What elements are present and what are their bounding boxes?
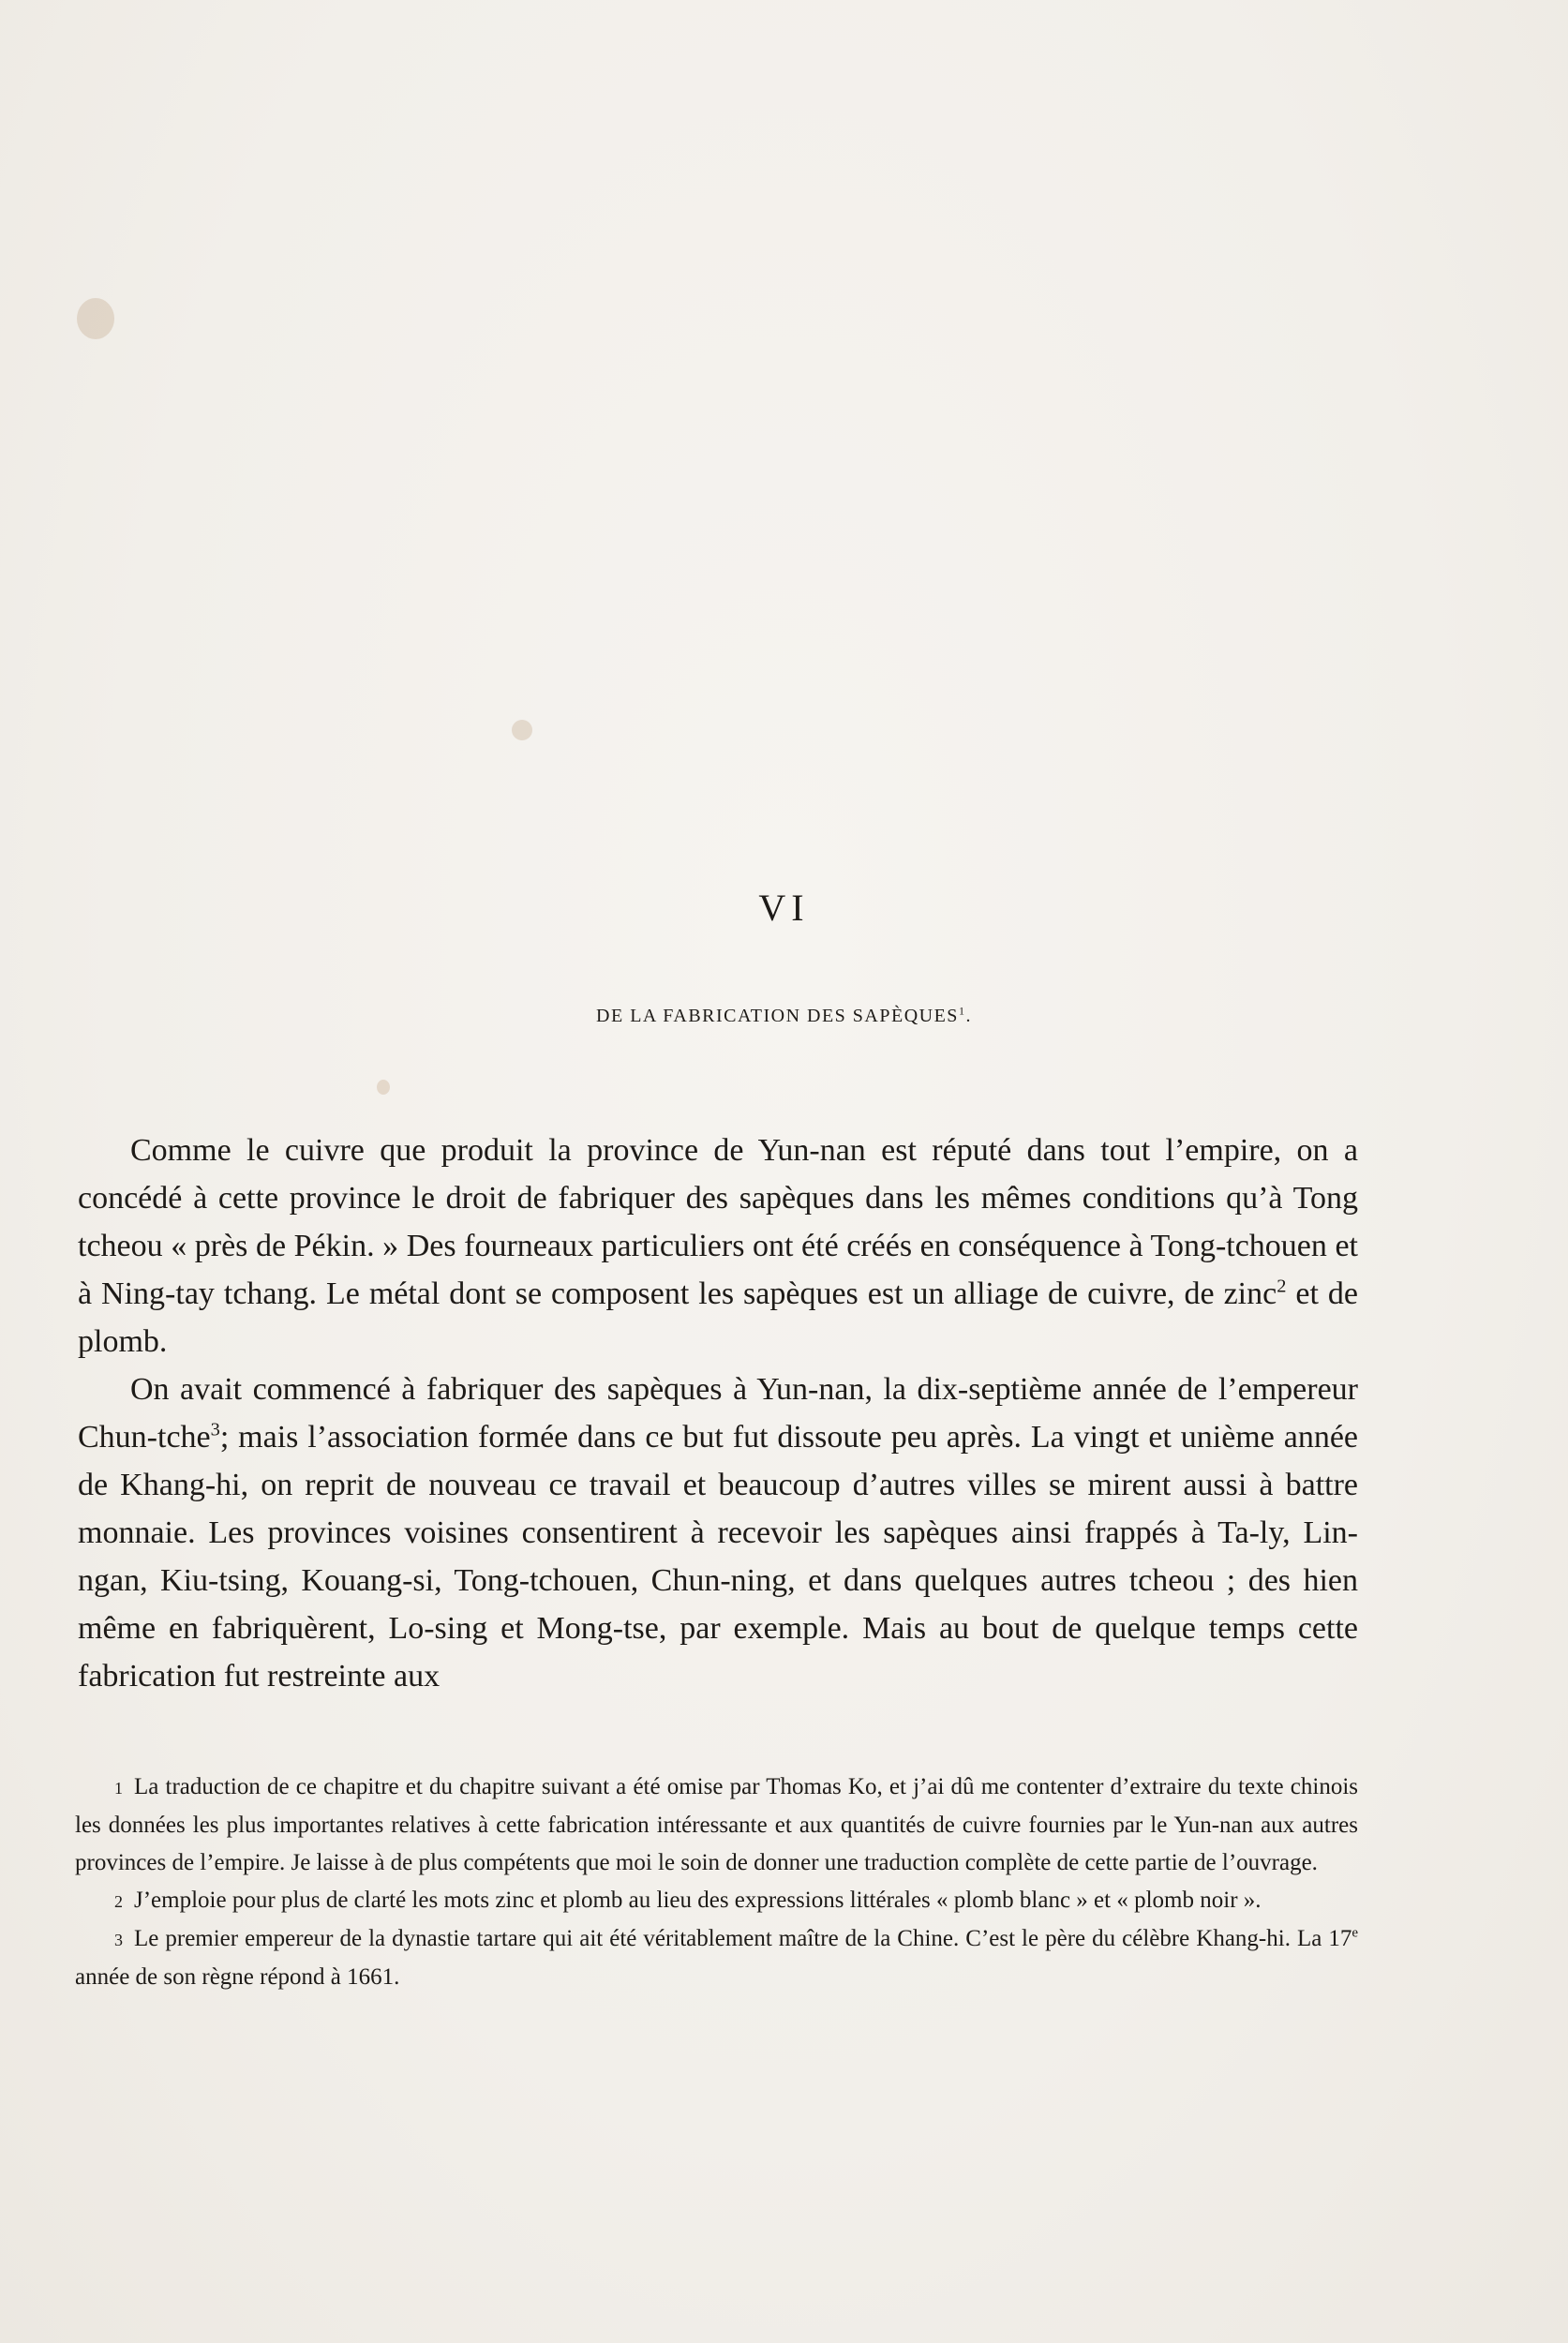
footnote-2 — [75, 1882, 1358, 1920]
footnote-1 — [75, 1768, 1358, 1882]
paragraph-2 — [78, 1366, 1358, 1700]
footnote-3-superscript: e — [1351, 1925, 1358, 1941]
footnote-3-number: 3 — [114, 1931, 123, 1949]
paper-stain — [512, 720, 532, 740]
paragraph-2-text-a: On avait commencé à fabriquer des sapèques à Yun-nan, la dix-septième année de l’empereur Chun-tche — [78, 1372, 1358, 1455]
footnotes — [75, 1768, 1358, 1996]
chapter-title-text: DE LA FABRICATION DES SAPÈQUES — [596, 1006, 959, 1026]
footnote-1-text: La traduction de ce chapitre et du chapitre suivant a été omise par Thomas Ko, et j’ai dû me contenter d’extraire du texte chinois les données les plus importantes relatives à cette fabrication intéressante et aux quantités de cuivre fournies par le Yun-nan aux autres provinces de l’empire. Je laisse à de plus compétents que moi le soin de donner une traduction complète de cette partie de l’ouvrage. — [75, 1774, 1358, 1875]
body-text — [78, 1127, 1358, 1700]
footnote-3-text-b: année de son règne répond à 1661. — [75, 1964, 400, 1990]
footnote-2-number: 2 — [114, 1892, 123, 1911]
footnote-3-text-a: Le premier empereur de la dynastie tartare qui ait été véritablement maître de la Chine. C’est le père du célèbre Khang-hi. La 17 — [134, 1926, 1352, 1951]
paragraph-1-end: et de plomb. — [78, 1276, 1358, 1359]
chapter-title-end: . — [965, 1006, 972, 1026]
footnote-ref-2: 2 — [1277, 1276, 1287, 1297]
footnote-2-text: J’emploie pour plus de clarté les mots zinc et plomb au lieu des expressions littérales « plomb blanc » et « plomb noir ». — [134, 1888, 1262, 1913]
footnote-1-number: 1 — [114, 1779, 123, 1798]
footnote-ref-1: 1 — [958, 1004, 966, 1018]
paper-stain — [77, 298, 114, 339]
chapter-number: VI — [758, 886, 810, 929]
footnote-3 — [75, 1920, 1358, 1996]
paper-stain — [377, 1080, 390, 1095]
footnote-ref-3: 3 — [210, 1419, 220, 1440]
paragraph-2-text-b: ; mais l’association formée dans ce but fut dissoute peu après. La vingt et unième année de Khang-hi, on reprit de nouveau ce travail et beaucoup d’autres villes se mirent aussi à battre monnaie. Les provinces voisines consentirent à recevoir les sapèques ainsi frappés à Ta-ly, Lin-ngan, Kiu-tsing, Kouang-si, Tong-tchouen, Chun-ning, et dans quelques autres tcheou ; des hien même en fabriquèrent, Lo-sing et Mong-tse, par exemple. Mais au bout de quelque temps cette fabrication fut restreinte aux — [78, 1420, 1358, 1694]
paragraph-1 — [78, 1127, 1358, 1366]
paragraph-1-text: Comme le cuivre que produit la province de Yun-nan est réputé dans tout l’empire, on a concédé à cette province le droit de fabriquer des sapèques dans les mêmes conditions qu’à Tong tcheou « près de Pékin. » Des fourneaux particuliers ont été créés en conséquence à Tong-tchouen et à Ning-tay tchang. Le métal dont se composent les sapèques est un alliage de cuivre, de zinc — [78, 1133, 1358, 1311]
chapter-title — [0, 1006, 1568, 1027]
